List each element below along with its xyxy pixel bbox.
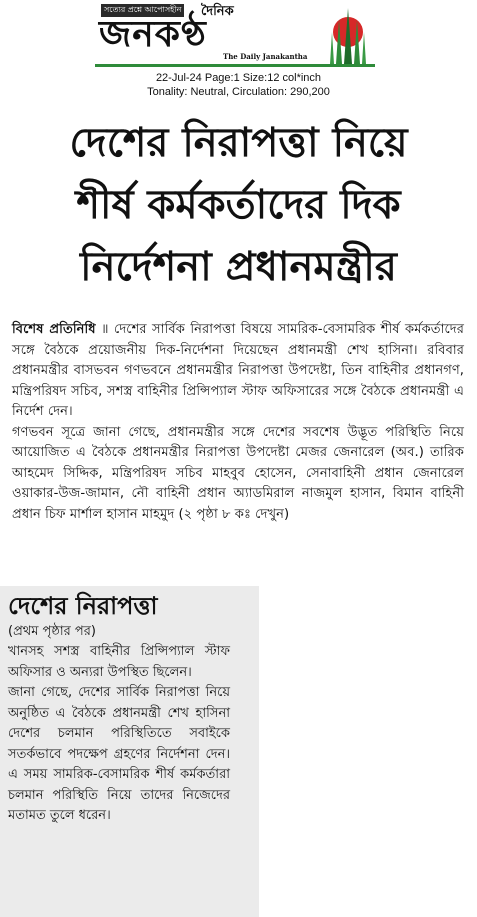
article-para1-text: ॥ দেশের সার্বিক নিরাপত্তা বিষয়ে সামরিক-বেসামরিক শীর্ষ কর্মকর্তাদের সঙ্গে বৈঠকে প্রয়োজনীয় দিক-নির্দেশনা দিয়েছেন প্রধানমন্ত্রী শেখ হাসিনা। রবিবার প্রধানমন্ত্রীর বাসভবন গণভবনে প্রধানমন্ত্রীর নিরাপত্তা উপদেষ্টা, তিন বাহিনীর প্রধানগণ, মন্ত্রিপরিষদ সচিব, সশস্ত্র বাহিনীর প্রিন্সিপ্যাল স্টাফ অফিসারের সঙ্গে বৈঠকে প্রধানমন্ত্রী এ নির্দেশ দেন। [12,322,464,419]
article-paragraph-1 [12,320,464,423]
continuation-title: দেশের নিরাপত্তা [8,592,158,620]
continuation-paragraph-1: খানসহ সশস্ত্র বাহিনীর প্রিন্সিপ্যাল স্টাফ অফিসার ও অন্যরা উপস্থিত ছিলেন। [8,644,230,680]
newspaper-name: জনকণ্ঠ [99,13,207,55]
newspaper-masthead [95,2,375,68]
continuation-subtitle: (প্রথম পৃষ্ঠার পর) [8,624,96,639]
headline-line-1: দেশের নিরাপত্তা নিয়ে [69,120,408,166]
headline-line-3: নির্দেশনা প্রধানমন্ত্রীর [80,244,397,290]
clip-meta-date-size: 22-Jul-24 Page:1 Size:12 col*inch [155,72,322,84]
article-para2-text: গণভবন সূত্রে জানা গেছে, প্রধানমন্ত্রীর সঙ্গে দেশের সবশেষ উদ্ভূত পরিস্থিতি নিয়ে আয়োজিত এ বৈঠকে প্রধানমন্ত্রীর নিরাপত্তা উপদেষ্টা মেজর জেনারেল (অব.) তারিক আহমেদ সিদ্দিক, মন্ত্রিপরিষদ সচিব মাহবুব হোসেন, সেনাবাহিনী প্রধান জেনারেল ওয়াকার-উজ-জামান, নৌ বাহিনী প্রধান অ্যাডমিরাল নাজমুল হাসান, বিমান বাহিনী প্রধান চিফ মার্শাল হাসান মাহমুদ [12,424,464,522]
headline-line-2: শীর্ষ কর্মকর্তাদের দিক [76,182,401,228]
article-byline: বিশেষ প্রতিনিধি [12,322,96,337]
article-paragraph-2 [12,423,464,526]
masthead-rule [95,64,375,67]
continuation-paragraph-2: জানা গেছে, দেশের সার্বিক নিরাপত্তা নিয়ে অনুষ্ঠিত এ বৈঠকে প্রধানমন্ত্রী শেখ হাসিনা দেশের চলমান পরিস্থিতিতে সবাইকে সতর্কভাবে পদক্ষেপ গ্রহণের নির্দেশনা দেন। এ সময় সামরিক-বেসামরিক শীর্ষ কর্মকর্তারা চলমান পরিস্থিতি নিয়ে তাদের নিজেদের মতামত তুলে ধরেন। [8,685,230,823]
memorial-logo-icon [325,6,371,66]
article-body [12,320,464,525]
clip-meta-tonality: Tonality: Neutral, Circulation: 290,200 [147,86,330,98]
newspaper-english-name: The Daily Janakantha [223,52,308,61]
masthead-tagline: সত্যের প্রশ্নে আপোসহীন [101,4,184,17]
continuation-body [8,642,230,827]
masthead-dainik: দৈনিক [201,4,234,19]
article-headline [0,112,477,298]
article-continued-note: (২ পৃষ্ঠা ৮ কঃ দেখুন) [178,506,290,522]
